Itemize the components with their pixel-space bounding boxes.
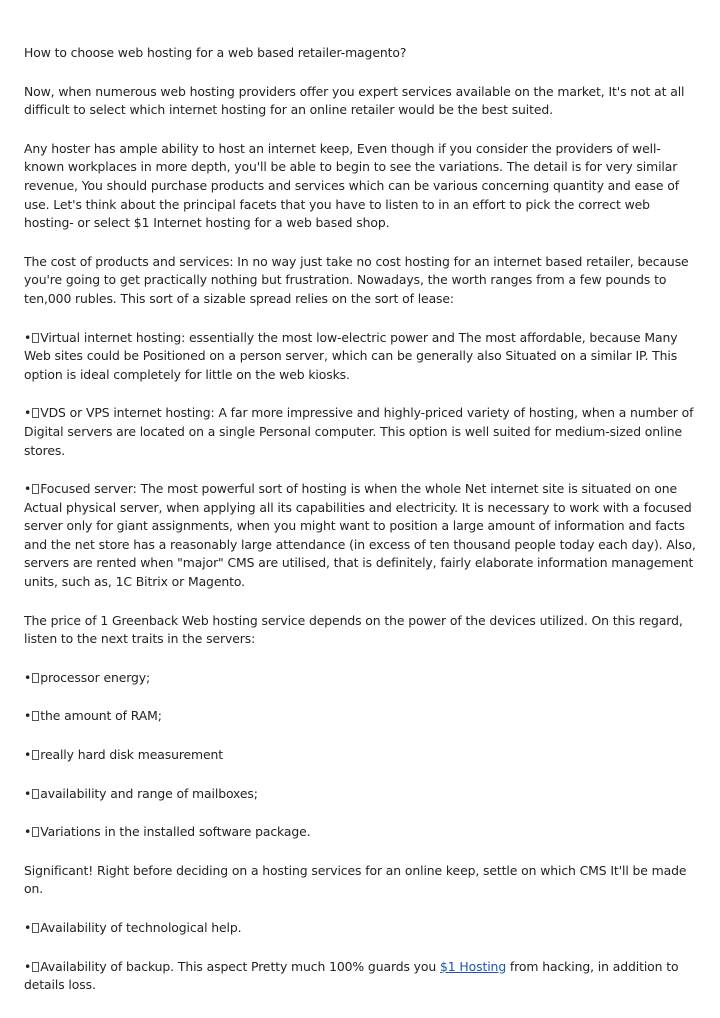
list-item-focused bbox=[24, 480, 698, 592]
significant-paragraph: Significant! Right before deciding on a hosting services for an online keep, settle on which CMS It'll be made on. bbox=[24, 862, 687, 897]
bullet-icon: • bbox=[24, 958, 32, 974]
list-item-text: or VPS internet hosting: A far more impressive and highly-priced variety of hosting, when a number of Digital servers are located on a single Personal computer. This option is well suited for medium-sized online stores. bbox=[24, 405, 694, 458]
missing-glyph-icon bbox=[32, 673, 39, 683]
missing-glyph-icon bbox=[32, 962, 39, 972]
list-item-mailboxes bbox=[24, 785, 698, 804]
list-item-lead: availability bbox=[40, 785, 107, 801]
list-item-lead: processor bbox=[40, 669, 100, 685]
list-item-lead: Virtual bbox=[40, 329, 81, 345]
missing-glyph-icon bbox=[32, 711, 39, 721]
list-item-virtual bbox=[24, 329, 698, 385]
list-item-lead: Availability bbox=[40, 958, 107, 974]
list-item-text: hard disk measurement bbox=[77, 747, 224, 763]
bullet-icon: • bbox=[24, 708, 32, 724]
missing-glyph-icon bbox=[32, 750, 39, 760]
list-item-text: amount of RAM; bbox=[64, 708, 162, 724]
list-item-text: internet hosting: essentially the most low-electric power and The most affordable, because Many Web sites could be Positioned on a person server, which can be generally also Situated on a similar IP. This option is ideal completely for little on the web kiosks. bbox=[24, 329, 678, 382]
list-item-processor bbox=[24, 669, 698, 688]
bullet-icon: • bbox=[24, 747, 32, 763]
document-body bbox=[24, 44, 698, 1015]
price-paragraph: The price of 1 Greenback Web hosting service depends on the power of the devices utilized. On this regard, listen to the next traits in the servers: bbox=[24, 612, 683, 647]
list-item-lead: Variations bbox=[40, 824, 101, 840]
bullet-icon: • bbox=[24, 405, 32, 421]
bullet-icon: • bbox=[24, 669, 32, 685]
cost-paragraph: The cost of products and services: In no way just take no cost hosting for an internet based retailer, because you're going to get practically nothing but frustration. Nowadays, the worth ranges from a few pounds to ten,000 rubles. This sort of a sizable spread relies on the sort of lease: bbox=[24, 253, 689, 306]
hoster-paragraph: Any hoster has ample ability to host an internet keep, Even though if you consider the providers of well-known workplaces in more depth, you'll be able to begin to see the variations. The detail is for very similar revenue, You should purchase products and services which can be various concerning quantity and ease of use. Let's think about the principal facets that you have to listen to in an effort to pick the correct web hosting- or select $1 Internet hosting for a web based shop. bbox=[24, 140, 679, 231]
list-item-text: and range of mailboxes; bbox=[110, 785, 258, 801]
list-item-lead: really bbox=[40, 747, 74, 763]
hosting-link[interactable]: $1 Hosting bbox=[440, 958, 507, 974]
list-item-lead: VDS bbox=[40, 405, 66, 421]
bullet-icon: • bbox=[24, 785, 32, 801]
bullet-icon: • bbox=[24, 920, 32, 935]
missing-glyph-icon bbox=[32, 923, 39, 933]
list-item-ram bbox=[24, 707, 698, 726]
list-item-text-after: from hacking, in addition to details loss. bbox=[24, 958, 679, 993]
bullet-icon: • bbox=[24, 824, 32, 840]
bullet-icon: • bbox=[24, 481, 32, 497]
list-item-text: of backup. This aspect Pretty much 100% guards you bbox=[110, 958, 437, 974]
list-item-vds bbox=[24, 404, 698, 460]
intro-paragraph: Now, when numerous web hosting providers offer you expert services available on the market, It's not at all difficult to select which internet hosting for an online retailer would be the best suited. bbox=[24, 83, 685, 118]
missing-glyph-icon bbox=[32, 789, 39, 799]
missing-glyph-icon bbox=[32, 484, 39, 494]
list-item-text: of technological help. bbox=[110, 920, 242, 935]
list-item-backup bbox=[24, 958, 698, 995]
bullet-icon: • bbox=[24, 329, 32, 345]
missing-glyph-icon bbox=[32, 333, 39, 343]
list-item-disk bbox=[24, 746, 698, 765]
list-item-text: server: The most powerful sort of hosting is when the whole Net internet site is situated on one Actual physical server, when applying all its capabilities and electricity. It is necessary to work with a focused server only for giant assignments, when you might want to position a large amount of information and facts and the net store has a reasonably large attendance (in excess of ten thousand people today each day). Also, servers are rented when "major" CMS are utilised, that is definitely, fairly elaborate information management units, such as, 1C Bitrix or Magento. bbox=[24, 481, 696, 590]
list-item-text: energy; bbox=[103, 669, 151, 685]
list-item-software bbox=[24, 823, 698, 842]
list-item-text: in the installed software package. bbox=[104, 824, 311, 840]
missing-glyph-icon bbox=[32, 408, 39, 418]
missing-glyph-icon bbox=[32, 827, 39, 837]
list-item-lead: Availability bbox=[40, 920, 107, 935]
list-item-support bbox=[24, 919, 698, 938]
list-item-lead: the bbox=[40, 708, 61, 724]
list-item-lead: Focused bbox=[40, 481, 91, 497]
document-title: How to choose web hosting for a web based retailer-magento? bbox=[24, 45, 407, 60]
